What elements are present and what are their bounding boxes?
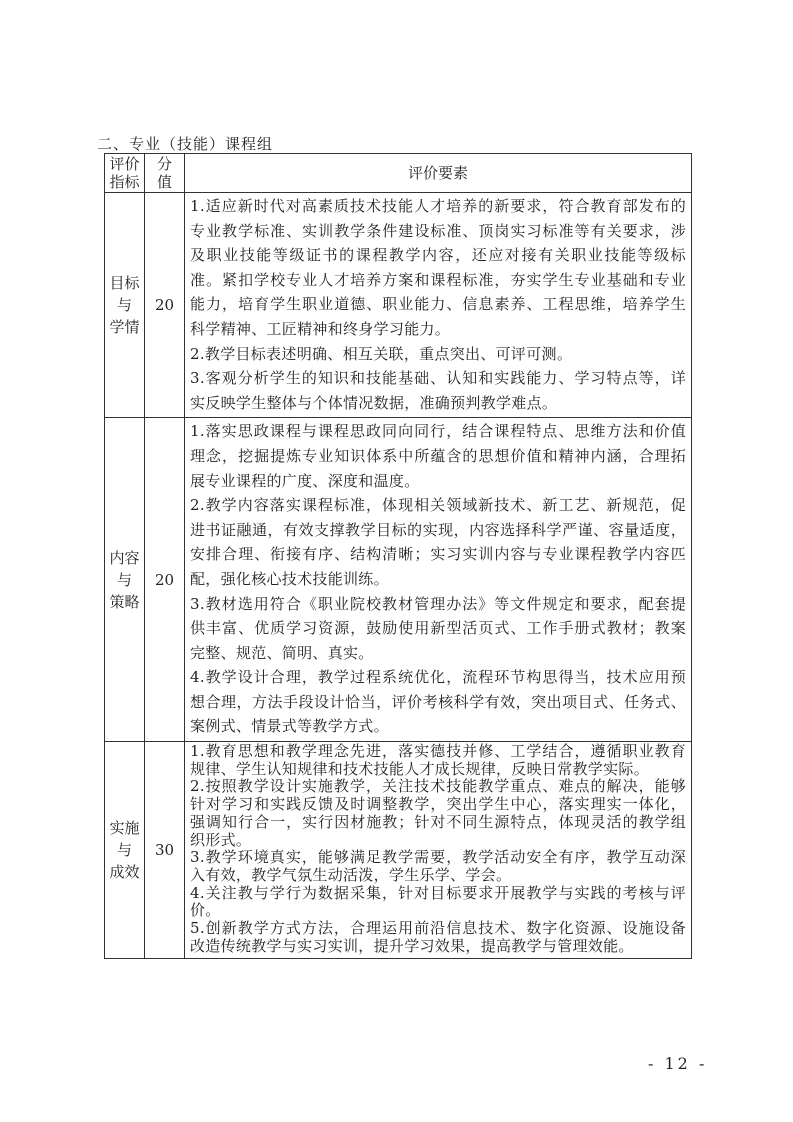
criterion-line: 1.适应新时代对高素质技术技能人才培养的新要求，符合教育部发布的 [190, 197, 686, 215]
criterion-line: 案例式、情景式等教学方式。 [190, 717, 389, 736]
header-elements: 评价要素 [185, 154, 692, 193]
criterion-line: 织形式。 [190, 831, 252, 849]
criterion-item [190, 493, 686, 591]
criterion-line: 安排合理、衔接有序、结构清晰；实习实训内容与专业课程教学内容匹 [190, 545, 686, 564]
criterion-item [190, 849, 686, 884]
criterion-line: 入有效，教学气氛生动活泼，学生乐学、学会。 [190, 866, 512, 884]
page-number: - 12 - [648, 1054, 708, 1073]
criterion-line: 4.教学设计合理，教学过程系统优化，流程环节构思得当，技术应用预 [190, 668, 686, 687]
header-indicator [105, 154, 145, 193]
indicator-text: 内容 [109, 548, 140, 567]
header-indicator-line: 指标 [109, 173, 140, 191]
criterion-line: 进书证融通，有效支撑教学目标的实现，内容选择科学严谨、容量适度， [190, 520, 686, 539]
elements-cell [185, 418, 692, 742]
indicator-cell [105, 193, 145, 418]
indicator-text: 成效 [109, 862, 140, 881]
criterion-line: 展专业课程的广度、深度和温度。 [190, 471, 420, 490]
header-indicator-line: 评价 [109, 155, 140, 173]
section-title: 二、专业（技能）课程组 [97, 135, 274, 153]
criterion-item [190, 885, 686, 920]
criterion-item [190, 778, 686, 849]
criterion-line: 4.关注教与学行为数据采集，针对目标要求开展教学与实践的考核与评 [190, 884, 686, 902]
criterion-line: 想合理，方法手段设计恰当，评价考核科学有效，突出项目式、任务式、 [190, 692, 686, 711]
criterion-item [190, 920, 686, 955]
indicator-text: 与 [116, 296, 132, 315]
indicator-text: 与 [116, 570, 132, 589]
criterion-line: 理念，挖掘提炼专业知识体系中所蕴含的思想价值和精神内涵，合理拓 [190, 446, 686, 465]
indicator-text: 策略 [109, 592, 140, 611]
criterion-line: 准。紧扣学校专业人才培养方案和课程标准，夯实学生专业基础和专业 [190, 270, 686, 289]
criterion-item [190, 743, 686, 778]
criterion-line: 供丰富、优质学习资源，鼓励使用新型活页式、工作手册式教材；教案 [190, 619, 686, 638]
criterion-line: 价。 [190, 902, 221, 920]
criterion-line: 3.客观分析学生的知识和技能基础、认知和实践能力、学习特点等，详 [190, 369, 686, 388]
criterion-item [190, 194, 686, 342]
indicator-cell [105, 418, 145, 742]
criterion-item [190, 342, 686, 367]
score-cell: 30 [145, 742, 185, 958]
indicator-text: 与 [116, 840, 132, 859]
criterion-item [190, 419, 686, 493]
criterion-line: 科学精神、工匠精神和终身学习能力。 [190, 319, 451, 338]
criterion-line: 配，强化核心技术技能训练。 [190, 569, 389, 588]
indicator-text: 实施 [109, 818, 140, 837]
indicator-text: 学情 [109, 318, 140, 337]
score-cell: 20 [145, 418, 185, 742]
evaluation-table [104, 153, 692, 959]
criterion-line: 改造传统教学与实习实训，提升学习效果，提高教学与管理效能。 [190, 937, 634, 955]
table-row [105, 742, 692, 958]
criterion-line: 规律、学生认知规律和技术技能人才成长规律，反映日常教学实际。 [190, 760, 650, 778]
criterion-line: 3.教学环境真实，能够满足教学需要，教学活动安全有序，教学互动深 [190, 849, 686, 867]
table-row [105, 193, 692, 418]
criterion-line: 实反映学生整体与个体情况数据，准确预判教学难点。 [190, 393, 558, 412]
header-score [145, 154, 185, 193]
header-score-line: 值 [156, 173, 172, 191]
criterion-item [190, 592, 686, 666]
criterion-line: 1.教育思想和教学理念先进，落实德技并修、工学结合，遵循职业教育 [190, 743, 686, 761]
indicator-cell [105, 742, 145, 958]
elements-cell [185, 193, 692, 418]
criterion-item [190, 665, 686, 739]
criterion-line: 完整、规范、简明、真实。 [190, 643, 374, 662]
criterion-line: 3.教材选用符合《职业院校教材管理办法》等文件规定和要求，配套提 [190, 594, 686, 613]
criterion-line: 2.按照教学设计实施教学，关注技术技能教学重点、难点的解决，能够 [190, 778, 686, 796]
table-row [105, 418, 692, 742]
criterion-line: 2.教学内容落实课程标准，体现相关领域新技术、新工艺、新规范，促 [190, 496, 686, 515]
elements-cell [185, 742, 692, 958]
criterion-line: 强调知行合一，实行因材施教；针对不同生源特点，体现灵活的教学组 [190, 813, 686, 831]
criterion-line: 及职业技能等级证书的课程教学内容，还应对接有关职业技能等级标 [190, 246, 686, 265]
criterion-line: 5.创新教学方式方法，合理运用前沿信息技术、数字化资源、设施设备 [190, 920, 686, 938]
score-cell: 20 [145, 193, 185, 418]
criterion-line: 能力，培育学生职业道德、职业能力、信息素养、工程思维，培养学生 [190, 295, 686, 314]
header-score-line: 分 [156, 155, 172, 173]
criterion-line: 1.落实思政课程与课程思政同向同行，结合课程特点、思维方法和价值 [190, 422, 686, 441]
indicator-text: 目标 [109, 274, 140, 293]
table-header-row [105, 154, 692, 193]
criterion-item [190, 366, 686, 415]
criterion-line: 2.教学目标表述明确、相互关联，重点突出、可评可测。 [190, 344, 573, 363]
criterion-line: 针对学习和实践反馈及时调整教学，突出学生中心，落实理实一体化， [190, 796, 686, 814]
criterion-line: 专业教学标准、实训教学条件建设标准、顶岗实习标准等有关要求，涉 [190, 221, 686, 240]
